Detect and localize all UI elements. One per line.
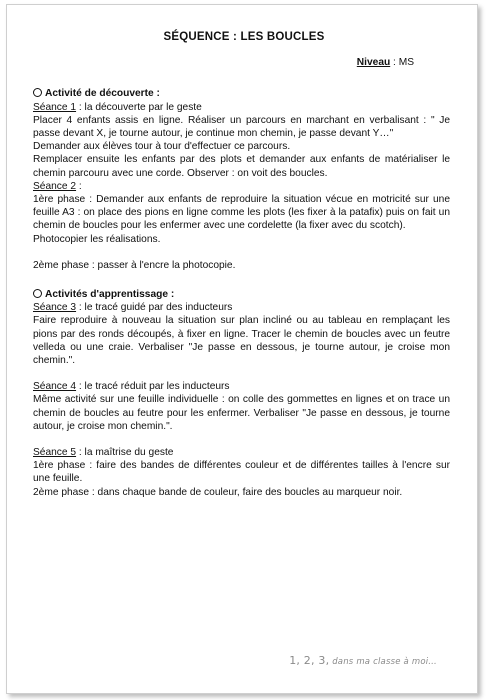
seance-title: :: [76, 180, 82, 192]
circle-bullet-icon: [33, 289, 42, 298]
seance-3-title: [33, 301, 450, 314]
footer-signature: [289, 654, 437, 667]
footer-numbers: 1, 2, 3,: [289, 654, 330, 667]
section-heading-text: Activités d'apprentissage :: [45, 289, 175, 301]
section-heading-decouverte: [33, 87, 450, 100]
niveau-label: Niveau: [356, 57, 391, 69]
seance-title: : le tracé réduit par les inducteurs: [76, 381, 230, 393]
paragraph: Demander aux élèves tour à tour d'effectuer ce parcours.: [33, 141, 291, 153]
niveau-value: MS: [398, 57, 414, 69]
seance-5-title: [33, 446, 450, 459]
seance-label: Séance 3: [33, 302, 77, 314]
document-page: [6, 4, 478, 694]
circle-bullet-icon: [33, 88, 42, 97]
seance-label: Séance 1: [33, 101, 77, 113]
paragraph: 2ème phase : dans chaque bande de couleur, faire des boucles au marqueur noir.: [33, 486, 403, 498]
seance-4-title: [33, 380, 450, 393]
seance-1-title: [33, 101, 450, 114]
niveau-separator: :: [390, 57, 399, 69]
section-heading-apprentissage: [33, 288, 450, 301]
paragraph: 1ère phase : Demander aux enfants de reproduire la situation vécue en motricité sur une feuille A3 : on place des pions en ligne comme les plots (les fixer à la patafix) puis on fait un chemin de boucles pour les enfermer avec une cordelette (la fixer avec du scotch).: [33, 194, 450, 232]
seance-title: : le tracé guidé par des inducteurs: [76, 302, 233, 314]
seance-label: Séance 2: [33, 180, 77, 192]
paragraph: Remplacer ensuite les enfants par des plots et demander aux enfants de matérialiser le chemin parcouru avec une corde. Observer : on voit des boucles.: [33, 154, 450, 179]
paragraph: Faire reproduire à nouveau la situation sur plan incliné ou au tableau en remplaçant les pions par des ronds découpés, à fixer en ligne. Tracer le chemin de boucles avec un feutre velleda ou une craie. Verbaliser "Je passe en dessous, je tourne autour, je croise mon chemin.".: [33, 315, 450, 367]
seance-label: Séance 4: [33, 381, 77, 393]
document-content: [33, 31, 450, 499]
seance-title: : la maîtrise du geste: [76, 447, 174, 459]
footer-text: dans ma classe à moi…: [329, 657, 437, 667]
seance-2-title: [33, 180, 450, 193]
section-heading-text: Activité de découverte :: [45, 88, 160, 100]
paragraph: 1ère phase : faire des bandes de différentes couleur et de différentes tailles à l'encre sur une feuille.: [33, 460, 450, 485]
paragraph: Placer 4 enfants assis en ligne. Réaliser un parcours en marchant en verbalisant : " Je passe devant X, je tourne autour, je continue mon chemin, je passe devant Y…": [33, 114, 450, 140]
niveau-line: [33, 56, 450, 69]
paragraph: 2ème phase : passer à l'encre la photocopie.: [33, 259, 236, 271]
seance-label: Séance 5: [33, 447, 77, 459]
page-title: SÉQUENCE : LES BOUCLES: [163, 31, 325, 43]
paragraph: Photocopier les réalisations.: [33, 233, 161, 245]
paragraph: Même activité sur une feuille individuelle : on colle des gommettes en lignes et on trace un chemin de boucles au feutre pour les enfermer. Verbaliser "Je passe en dessous, je tourne autour, je croise mon chemin.".: [33, 394, 450, 432]
seance-title: : la découverte par le geste: [76, 101, 202, 113]
